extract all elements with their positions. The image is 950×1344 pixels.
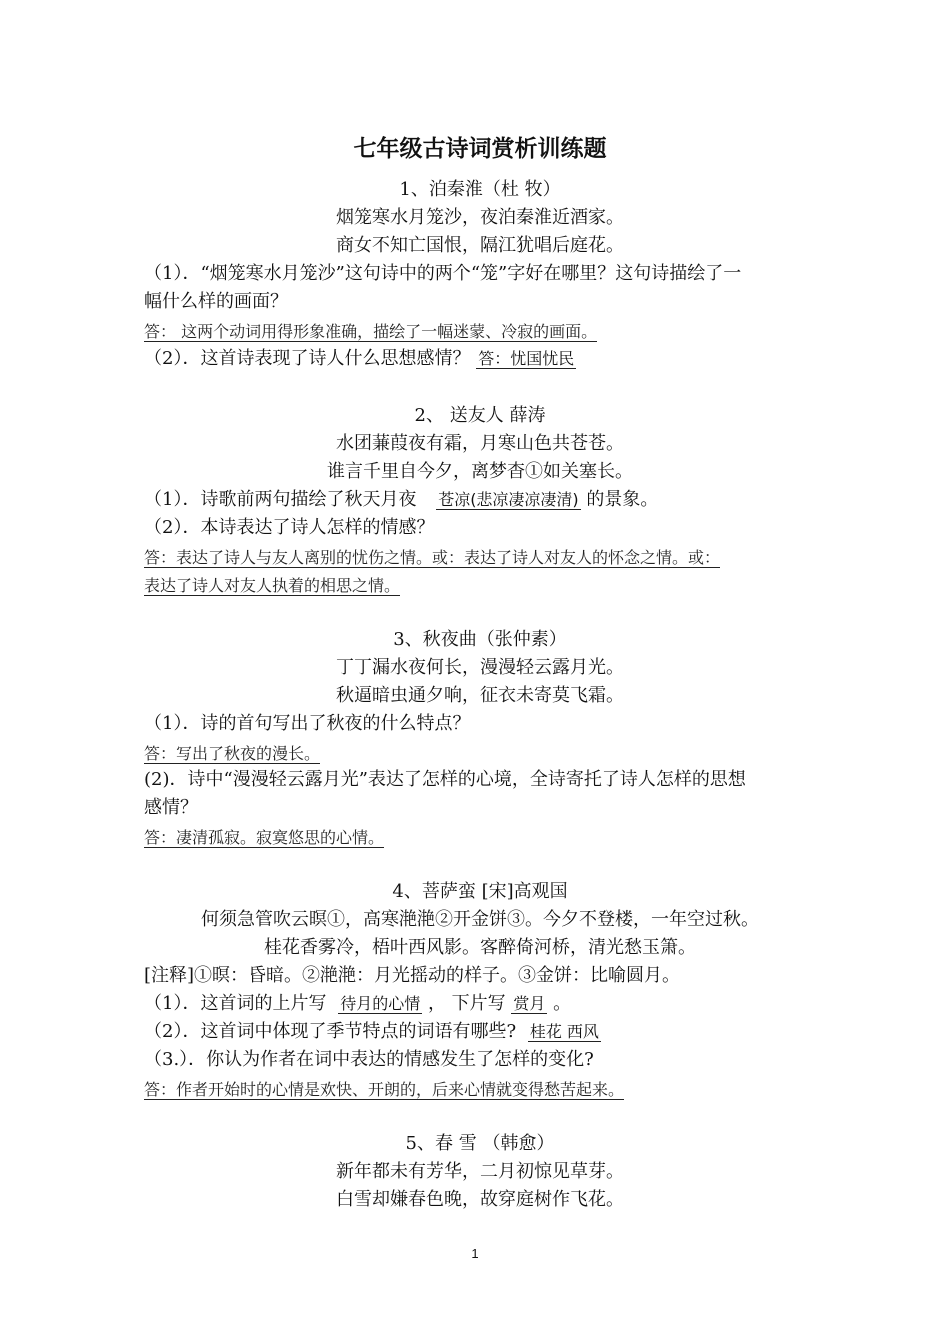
poem4-question3: （3.）．你认为作者在词中表达的情感发生了怎样的变化?	[144, 1049, 594, 1070]
poem1-question1: （1）．“烟笼寒水月笼沙”这句诗中的两个“笼”字好在哪里？这句诗描绘了一	[144, 263, 742, 284]
poem2-line2: 谁言千里自今夕，离梦杳①如关塞长。	[327, 461, 633, 482]
poem1-answer1-row	[144, 318, 816, 346]
poem2-question2: （2）．本诗表达了诗人怎样的情感？	[144, 517, 435, 538]
poem1-question1-cont: 幅什么样的画面？	[144, 291, 288, 312]
poem2-answer2-cont-row	[144, 572, 816, 600]
poem4-answer2: 桂花 西风	[529, 1022, 599, 1041]
poem2-question1: （1）．诗歌前两句描绘了秋天月夜	[144, 489, 417, 510]
poem1-answer2: 答：忧国忧民	[478, 349, 575, 368]
poem2-answer2-row	[144, 544, 816, 572]
poem2-heading: 2、 送友人 薛涛	[414, 405, 546, 426]
poem1-line2: 商女不知亡国恨，隔江犹唱后庭花。	[336, 235, 624, 256]
poem3-question2: (2)．诗中“漫漫轻云露月光”表达了怎样的心境，全诗寄托了诗人怎样的思想	[144, 769, 746, 790]
poem4-question2: （2）．这首词中体现了季节特点的词语有哪些?	[144, 1021, 517, 1042]
poem5-heading: 5、春 雪 （韩愈）	[405, 1133, 555, 1154]
poem4-answer1b: 赏月	[513, 994, 546, 1013]
poem2-question1-end: 的景象。	[586, 489, 659, 510]
poem3-question2-cont: 感情？	[144, 797, 198, 818]
poem1-question2: （2）．这首诗表现了诗人什么思想感情？	[144, 348, 471, 369]
poem1-answer1: 答： 这两个动词用得形象准确，描绘了一幅迷蒙、冷寂的画面。	[144, 322, 598, 341]
poem2-answer2: 答：表达了诗人与友人离别的忧伤之情。或：表达了诗人对友人的怀念之情。或：	[144, 548, 721, 567]
poem3-question1: （1）．诗的首句写出了秋夜的什么特点？	[144, 713, 471, 734]
poem1-question2-row	[144, 345, 816, 373]
poem4-line1: 何须急管吹云暝①，高寒滟滟②开金饼③。今夕不登楼，一年空过秋。	[201, 909, 759, 930]
poem3-answer2-row	[144, 824, 816, 852]
poem1-heading: 1、泊秦淮（杜 牧）	[399, 179, 561, 200]
poem3-answer1-row	[144, 740, 816, 768]
poem4-answer1a: 待月的心情	[340, 994, 421, 1013]
poem2-answer1: 苍凉(悲凉凄凉凄清)	[438, 490, 579, 509]
page-number: 1	[471, 1246, 479, 1261]
poem4-answer3-row	[144, 1076, 816, 1104]
poem2-line1: 水团蒹葭夜有霜，月寒山色共苍苍。	[336, 433, 624, 454]
poem4-question2-row	[144, 1018, 816, 1046]
poem2-question1-row	[144, 486, 816, 514]
poem4-heading: 4、菩萨蛮 [宋]高观国	[392, 881, 568, 902]
poem3-answer2: 答：凄清孤寂。寂寞悠思的心情。	[144, 828, 385, 847]
poem3-line1: 丁丁漏水夜何长，漫漫轻云露月光。	[336, 657, 624, 678]
poem5-line2: 白雪却嫌春色晚，故穿庭树作飞花。	[336, 1189, 624, 1210]
poem4-line2: 桂花香雾冷，梧叶西风影。客醉倚河桥，清光愁玉箫。	[264, 937, 696, 958]
poem5-line1: 新年都未有芳华，二月初惊见草芽。	[336, 1161, 624, 1182]
poem3-heading: 3、秋夜曲（张仲素）	[393, 629, 567, 650]
poem4-question1: （1）．这首词的上片写	[144, 993, 327, 1014]
poem4-question1-row	[144, 990, 816, 1018]
poem1-line1: 烟笼寒水月笼沙，夜泊秦淮近酒家。	[336, 207, 624, 228]
poem3-answer1: 答：写出了秋夜的漫长。	[144, 744, 321, 763]
poem3-line2: 秋逼暗虫通夕响，征衣未寄莫飞霜。	[336, 685, 624, 706]
poem4-answer3: 答：作者开始时的心情是欢快、开朗的，后来心情就变得愁苦起来。	[144, 1080, 625, 1099]
poem4-note: [注释]①暝：昏暗。②滟滟：月光摇动的样子。③金饼：比喻圆月。	[144, 965, 681, 986]
poem4-question1-mid: ， 下片写	[427, 993, 506, 1014]
page-title: 七年级古诗词赏析训练题	[353, 135, 607, 162]
poem2-answer2-cont: 表达了诗人对友人执着的相思之情。	[144, 576, 401, 595]
poem4-question1-end: 。	[553, 993, 572, 1014]
